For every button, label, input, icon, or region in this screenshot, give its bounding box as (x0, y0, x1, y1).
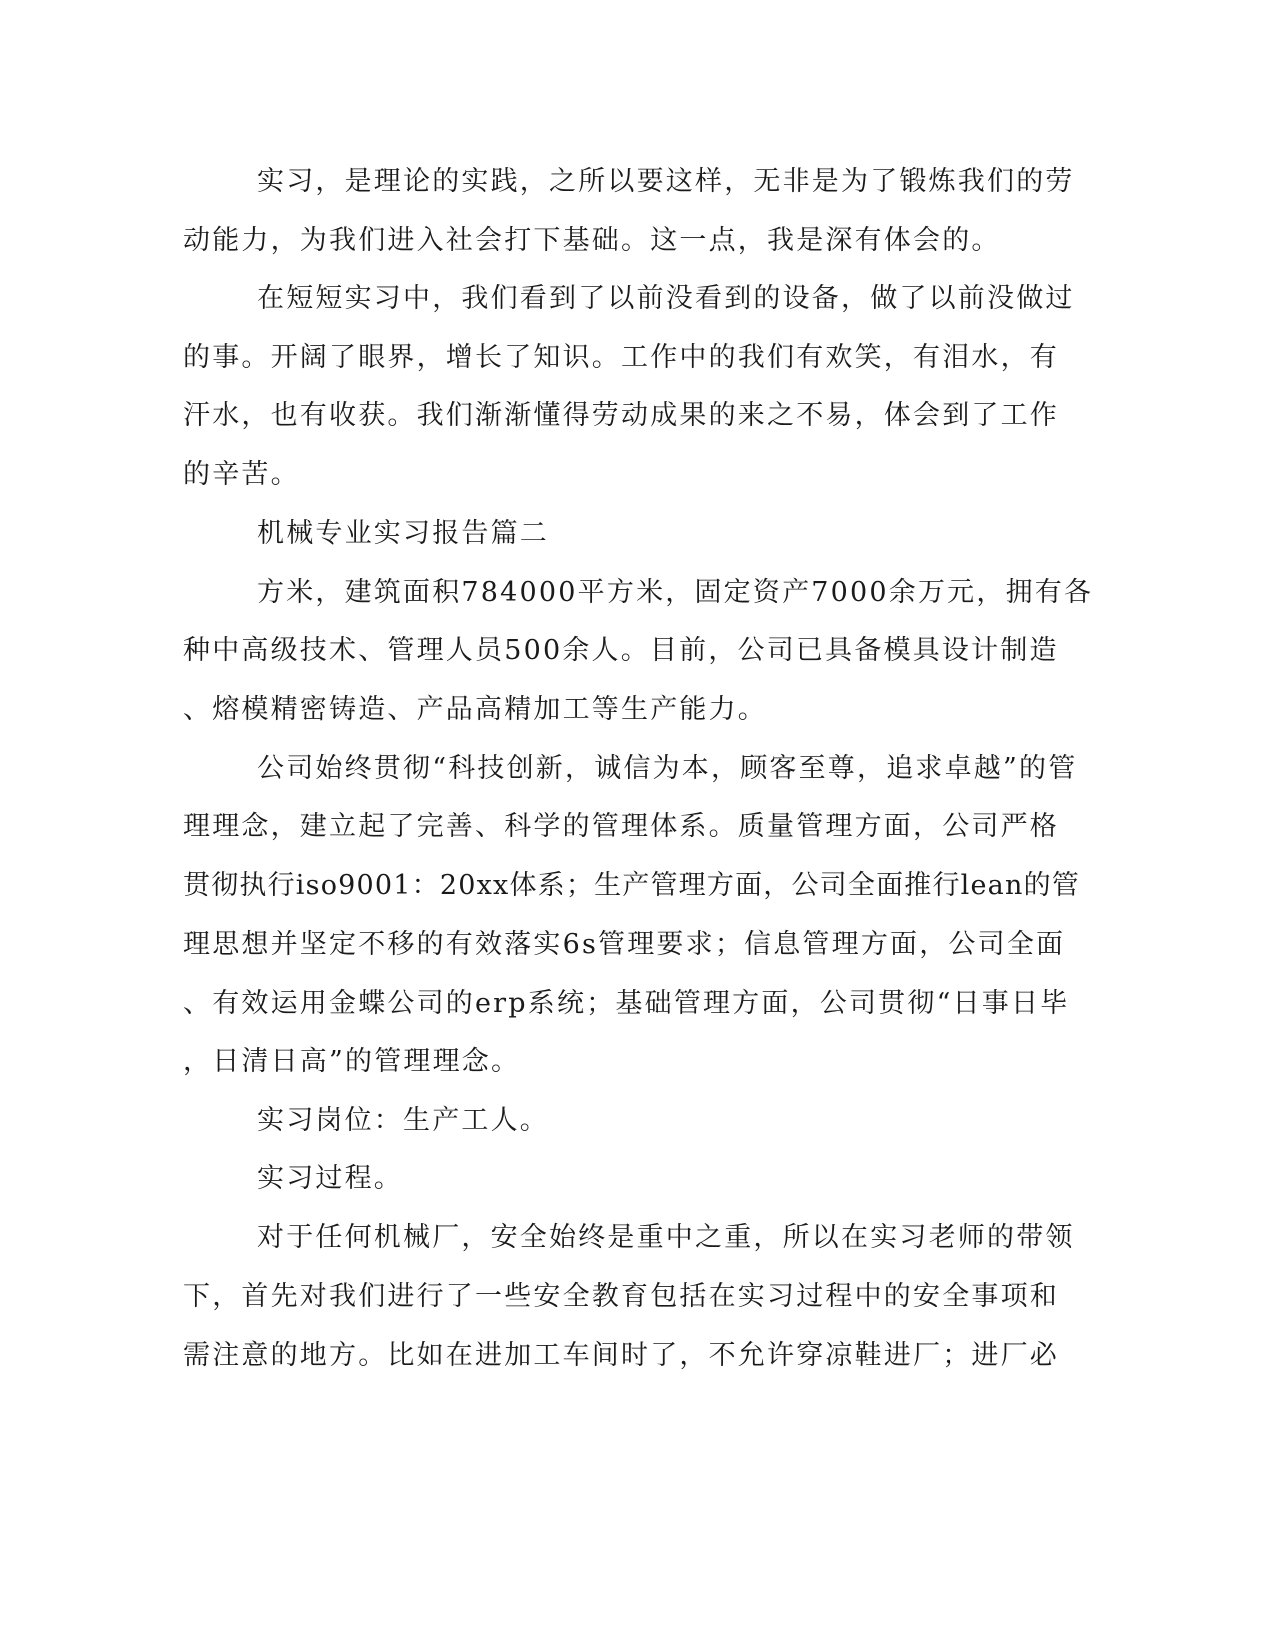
paragraph-5-line-3: 需注意的地方。比如在进加工车间时了，不允许穿凉鞋进厂；进厂必 (183, 1340, 1059, 1371)
paragraph-3-line-2: 种中高级技术、管理人员500余人。目前，公司已具备模具设计制造 (183, 635, 1059, 666)
paragraph-5-line-2: 下，首先对我们进行了一些安全教育包括在实习过程中的安全事项和 (183, 1281, 1059, 1312)
paragraph-2-line-1: 在短短实习中，我们看到了以前没看到的设备，做了以前没做过 (257, 283, 1075, 314)
paragraph-4-line-2: 理理念，建立起了完善、科学的管理体系。质量管理方面，公司严格 (183, 811, 1059, 842)
internship-position: 实习岗位：生产工人。 (257, 1105, 549, 1136)
paragraph-5-line-1: 对于任何机械厂，安全始终是重中之重，所以在实习老师的带领 (257, 1222, 1075, 1253)
paragraph-4-line-6: ，日清日高”的管理理念。 (183, 1046, 521, 1077)
paragraph-3-line-3: 、熔模精密铸造、产品高精加工等生产能力。 (183, 694, 767, 725)
section-heading: 机械专业实习报告篇二 (257, 518, 549, 549)
paragraph-2-line-4: 的辛苦。 (183, 459, 300, 490)
internship-process-heading: 实习过程。 (257, 1163, 403, 1194)
paragraph-4-line-5: 、有效运用金蝶公司的erp系统；基础管理方面，公司贯彻“日事日毕 (183, 988, 1070, 1019)
paragraph-1-line-2: 动能力，为我们进入社会打下基础。这一点，我是深有体会的。 (183, 225, 1001, 256)
paragraph-4-line-4: 理思想并坚定不移的有效落实6s管理要求；信息管理方面，公司全面 (183, 929, 1066, 960)
paragraph-4-line-1: 公司始终贯彻“科技创新，诚信为本，顾客至尊，追求卓越”的管 (257, 753, 1078, 784)
paragraph-3-line-1: 方米，建筑面积784000平方米，固定资产7000余万元，拥有各 (257, 577, 1094, 608)
paragraph-4-line-3: 贯彻执行iso9001：20xx体系；生产管理方面，公司全面推行lean的管 (183, 870, 1080, 901)
paragraph-2-line-2: 的事。开阔了眼界，增长了知识。工作中的我们有欢笑，有泪水，有 (183, 342, 1059, 373)
paragraph-1-line-1: 实习，是理论的实践，之所以要这样，无非是为了锻炼我们的劳 (257, 166, 1075, 197)
paragraph-2-line-3: 汗水，也有收获。我们渐渐懂得劳动成果的来之不易，体会到了工作 (183, 400, 1059, 431)
